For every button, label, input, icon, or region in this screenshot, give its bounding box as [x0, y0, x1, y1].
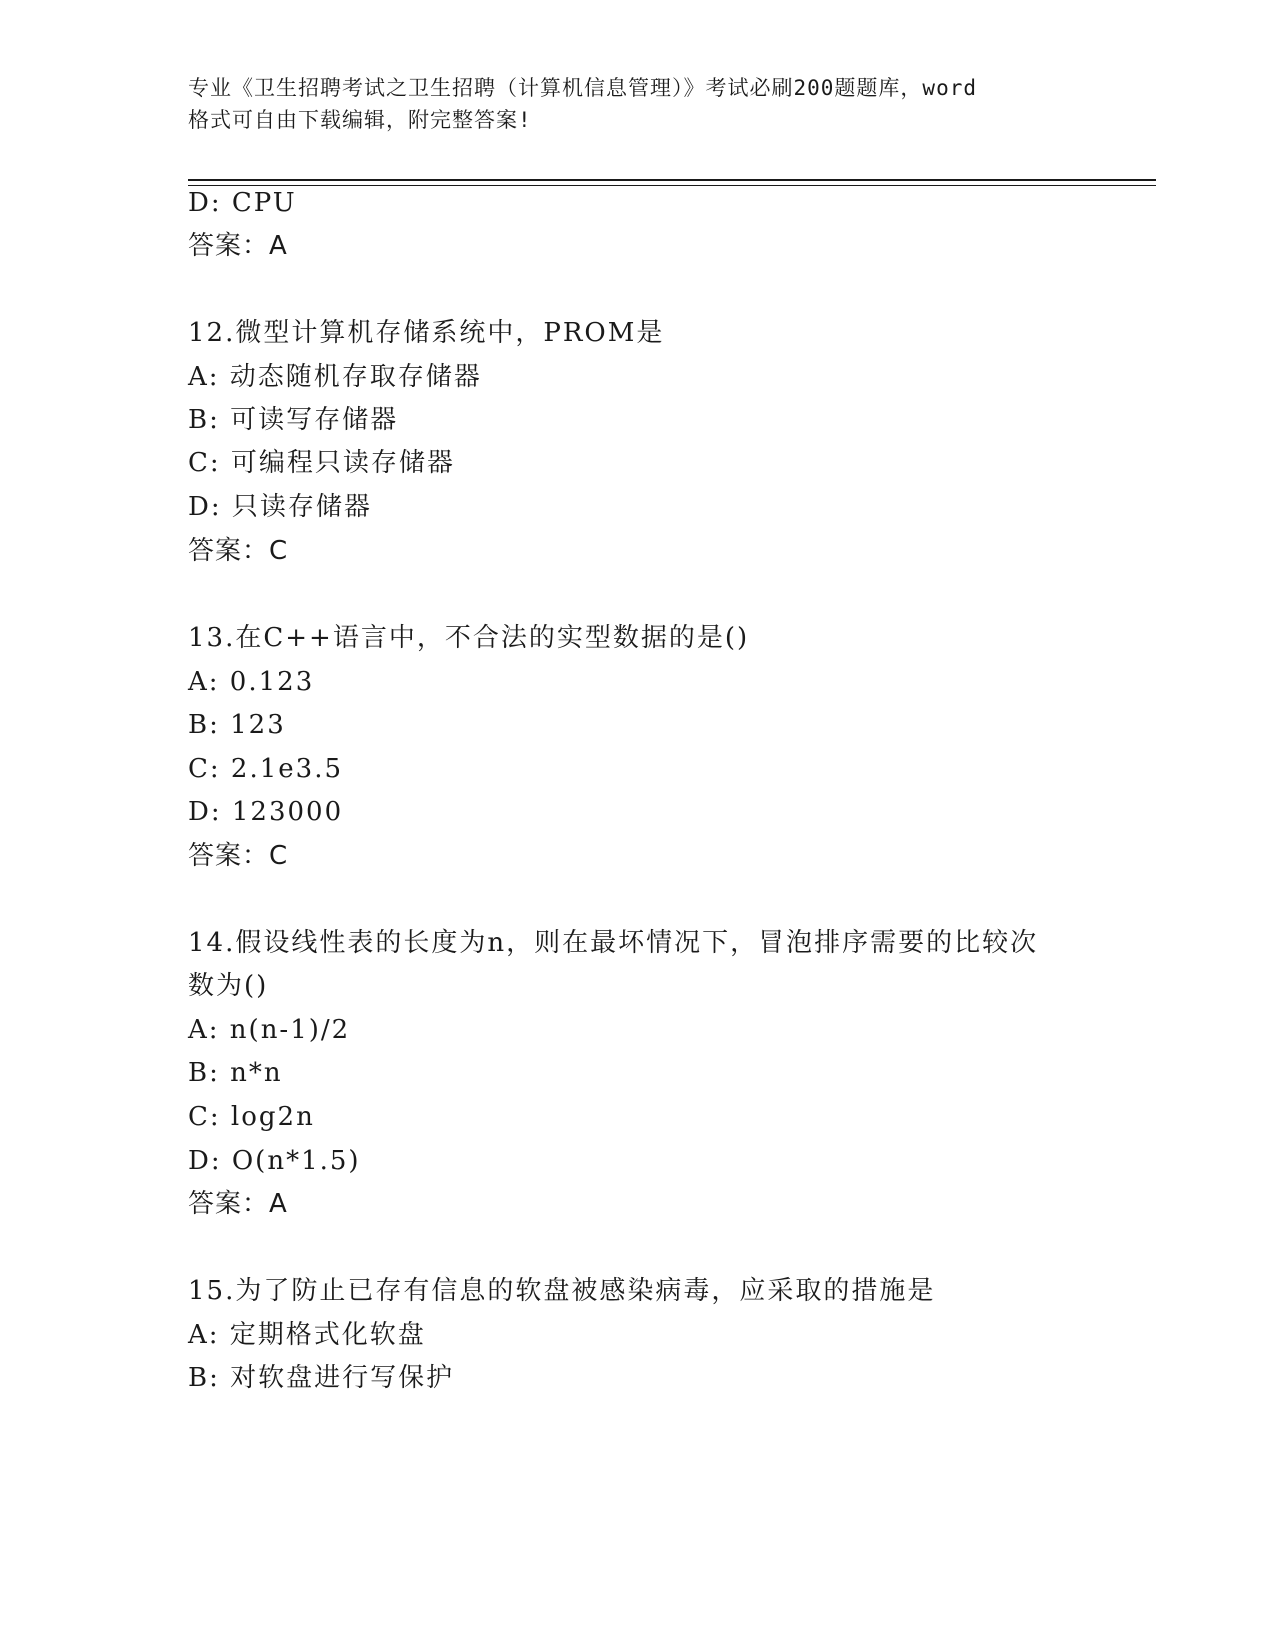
- answer: 答案：A: [188, 1189, 288, 1219]
- answer: 答案：A: [188, 231, 288, 261]
- question-stem: 12.微型计算机存储系统中，PROM是: [188, 318, 665, 348]
- option-c: C: 可编程只读存储器: [188, 448, 455, 478]
- answer: 答案：C: [188, 841, 289, 871]
- option-d: D: CPU: [188, 188, 297, 218]
- option-d: D: 123000: [188, 797, 344, 827]
- document-header: [188, 72, 1088, 136]
- option-a: A: n(n-1)/2: [188, 1015, 351, 1045]
- header-divider-thick: [188, 179, 1156, 181]
- option-a: A: 定期格式化软盘: [188, 1320, 426, 1350]
- header-divider-thin: [188, 185, 1156, 186]
- option-d: D: 只读存储器: [188, 492, 372, 522]
- option-a: A: 动态随机存取存储器: [188, 362, 482, 392]
- header-line-2: 格式可自由下载编辑，附完整答案!: [188, 108, 532, 132]
- question-stem: 15.为了防止已存有信息的软盘被感染病毒，应采取的措施是: [188, 1276, 936, 1306]
- question-stem-line-1: 14.假设线性表的长度为n，则在最坏情况下，冒泡排序需要的比较次: [188, 928, 1039, 958]
- question-stem-line-2: 数为(): [188, 971, 269, 1001]
- option-c: C: 2.1e3.5: [188, 754, 344, 784]
- answer: 答案：C: [188, 536, 289, 566]
- option-b: B: 可读写存储器: [188, 405, 399, 435]
- option-c: C: log2n: [188, 1102, 315, 1132]
- option-d: D: O(n*1.5): [188, 1146, 361, 1176]
- option-b: B: n*n: [188, 1058, 283, 1088]
- header-line-1: 专业《卫生招聘考试之卫生招聘（计算机信息管理）》考试必刷200题题库，word: [188, 76, 977, 100]
- option-b: B: 对软盘进行写保护: [188, 1363, 455, 1393]
- option-a: A: 0.123: [188, 667, 315, 697]
- question-stem: 13.在C++语言中，不合法的实型数据的是(): [188, 623, 750, 653]
- option-b: B: 123: [188, 710, 286, 740]
